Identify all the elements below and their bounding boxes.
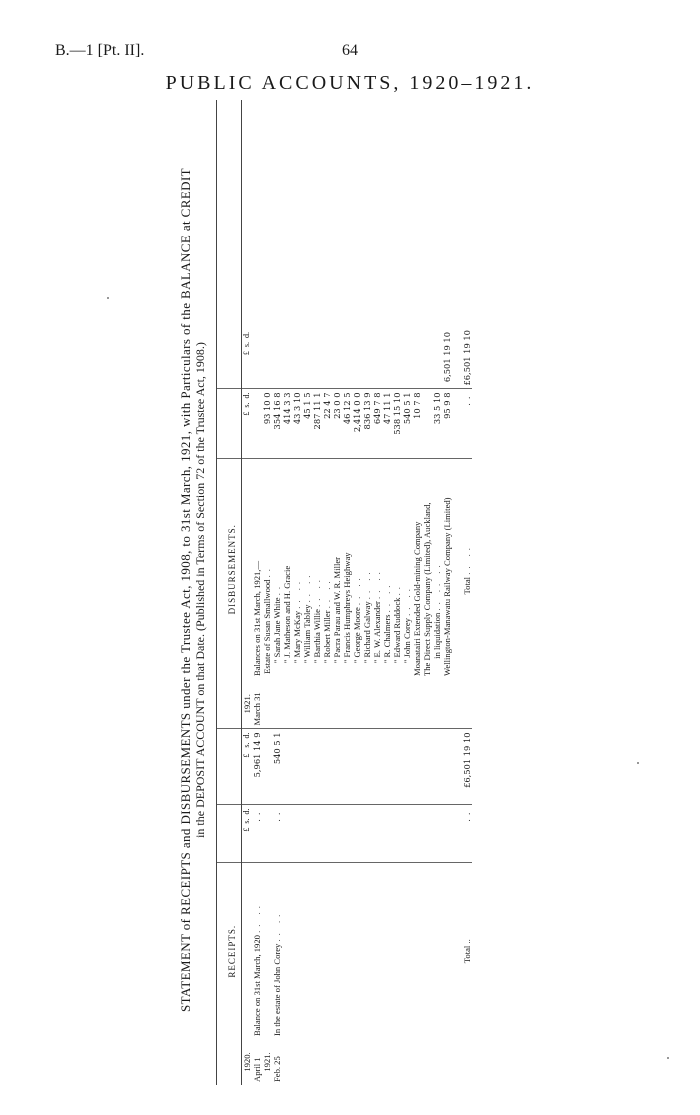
disbursements-total-label: Total .. .. — [462, 544, 472, 595]
estate-row: " Robert Miller .. .. — [322, 577, 332, 664]
estate-amount: 47 11 1 — [382, 389, 392, 459]
estate-row: " Mary McKay .. .. — [292, 577, 302, 664]
estate-amount: 93 10 0 — [262, 389, 272, 459]
disb-intro: Balances on 31st March, 1921,— — [252, 560, 262, 676]
estate-amount: 354 16 8 — [272, 389, 282, 459]
page-number: 64 — [342, 42, 358, 59]
disb-date: March 31 — [252, 679, 262, 729]
disbursements-heading: DISBURSEMENTS. — [217, 459, 242, 679]
receipts-total-label: Total .. — [462, 939, 472, 964]
company-amount: 10 7 8 — [412, 389, 422, 459]
estate-amount: 836 13 9 — [362, 389, 372, 459]
estate-amount: 46 12 5 — [342, 389, 352, 459]
estate-row: " Barthia Willie .. .. — [312, 576, 322, 664]
disb-date-year: 1921. — [242, 679, 253, 729]
document-reference: B.—1 [Pt. II]. — [55, 42, 145, 59]
estate-row: " E. W. Alexander .. .. — [372, 568, 382, 664]
running-title: PUBLIC ACCOUNTS, 1920–1921. — [165, 72, 535, 94]
estate-row: " John Corey .. .. — [402, 585, 412, 664]
estate-amount: 22 4 7 — [322, 389, 332, 459]
estate-amount: 414 3 3 — [282, 389, 292, 459]
receipts-heading: RECEIPTS. — [217, 863, 242, 1039]
estate-row: " J. Matheson and H. Gracie — [282, 565, 292, 664]
company-amount: 33 5 10 — [432, 389, 442, 459]
estate-row: Estate of Susan Smallwood .. — [262, 565, 272, 674]
receipt-amount: 5,961 14 9 — [252, 729, 262, 805]
receipt-text: Balance on 31st March, 1920 .. .. — [252, 902, 262, 1036]
estate-amount: 538 15 10 — [392, 389, 402, 459]
estate-row: " Francis Humphreys Heighway — [342, 552, 352, 664]
company-row: The Direct Supply Company (Limited), Auckland, — [422, 502, 432, 676]
receipts-money-header-a: £ s. d. — [242, 805, 253, 863]
estate-row: " Richard Galway .. .. — [362, 568, 372, 664]
estate-amount: 45 1 5 — [302, 389, 312, 459]
estate-row: " George Moore .. .. — [352, 574, 362, 664]
company-amount — [422, 389, 432, 459]
disbursements-total: £6,501 19 10 — [462, 330, 472, 385]
page-speck — [637, 762, 639, 764]
estate-amount: 540 5 1 — [402, 389, 412, 459]
company-row: Wellington-Manawatu Railway Company (Limited) — [442, 497, 452, 676]
disb-total-money-header: £ s. d. — [242, 329, 253, 389]
estate-amount: 43 3 10 — [292, 389, 302, 459]
company-row: Moanatairi Extended Gold-mining Company — [412, 521, 422, 676]
receipts-money-header-b: £ s. d. — [242, 729, 253, 805]
receipts-total: £6,501 19 10 — [462, 733, 472, 788]
receipt-date: Feb. 25 — [272, 1056, 282, 1082]
estate-row: " William Tabley .. .. — [302, 571, 312, 664]
estate-row: " R. Chalmers .. .. — [382, 581, 392, 664]
estate-row: " Pacra Parau and W. R. Miller — [332, 556, 342, 664]
company-row: in liquidation .. .. .. — [432, 561, 442, 659]
estate-amount: 23 0 0 — [332, 389, 342, 459]
statement-block — [178, 95, 503, 1085]
receipt-amount: 540 5 1 — [272, 729, 282, 805]
page-speck — [667, 1057, 669, 1059]
date-year: 1920. — [242, 1052, 252, 1072]
receipt-text: In the estate of John Corey .. .. — [272, 910, 282, 1036]
disb-money-header: £ s. d. — [242, 389, 253, 459]
estate-row: " Sarah Jane White .. — [272, 583, 282, 664]
disbursement-column-total: 6,501 19 10 — [442, 329, 452, 389]
estate-amount: 287 11 1 — [312, 389, 322, 459]
estate-row: " Edward Ruddock .. — [392, 583, 402, 664]
estate-amount: 2,414 0 0 — [352, 389, 362, 459]
receipt-date: April 1 — [252, 1057, 262, 1082]
statement-title: STATEMENT of RECEIPTS and DISBURSEMENTS under the Trustee Act, 1908, to 31st March, 1921, with Particulars of the BALANCE at CREDIT — [178, 167, 193, 1013]
statement-subtitle: in the DEPOSIT ACCOUNT on that Date. (Published in Terms of Section 72 of the Trustee Act, 1908.) — [193, 342, 207, 838]
accounts-table: RECEIPTS. DISBURSEMENTS. 1920. £ s. d. £ s. d. 1921. £ s. d. £ s. d. April 1 Balance on 31st March, 1920 .. .. .. 5,961 14 9 March 31 Balances on 31st March, 1921,— 1921. Estate of Susan Smallwood .. 93 10 0 Feb. 25 In the estate of John Corey .. .. .. 540 5 1 " Sarah Jane White .. 354 16 8 " J. Matheson and H. Gracie 414 3 3 " Mary McKay .. .. 43 3 10 " William Tabley .. .. 45 1 5 " Barthia Willie .. .. 287 11 1 " Robert Miller .. .. 22 4 7 " Pacra Parau and W. R. Miller 23 0 0 " Francis Humphreys Heighway 46 12 5 " George Moore .. .. 2,414 0 0 " Richard Galway .. .. 836 13 9 " E. W. Alexander .. .. 649 7 8 " R. Chalmers .. .. 47 11 1 " Edward Ruddock .. 538 15 10 " John Corey .. .. 540 5 1 Moanatairi Extended Gold-mining Company 10 7 8 The Direct Supply Company (Limited), Auckland, in liquidation .. .. .. 33 5 10 Wellington-Manawatu Railway Company (Limited) 95 9 8 6,501 19 10 Total .. .. £6,501 19 10 Total .. .. .. £6,501 19 10 — [216, 100, 472, 1085]
company-amount: 95 9 8 — [442, 389, 452, 459]
estate-amount: 649 7 8 — [372, 389, 382, 459]
page-speck — [107, 297, 109, 299]
receipt-year: 1921. — [262, 1052, 272, 1072]
